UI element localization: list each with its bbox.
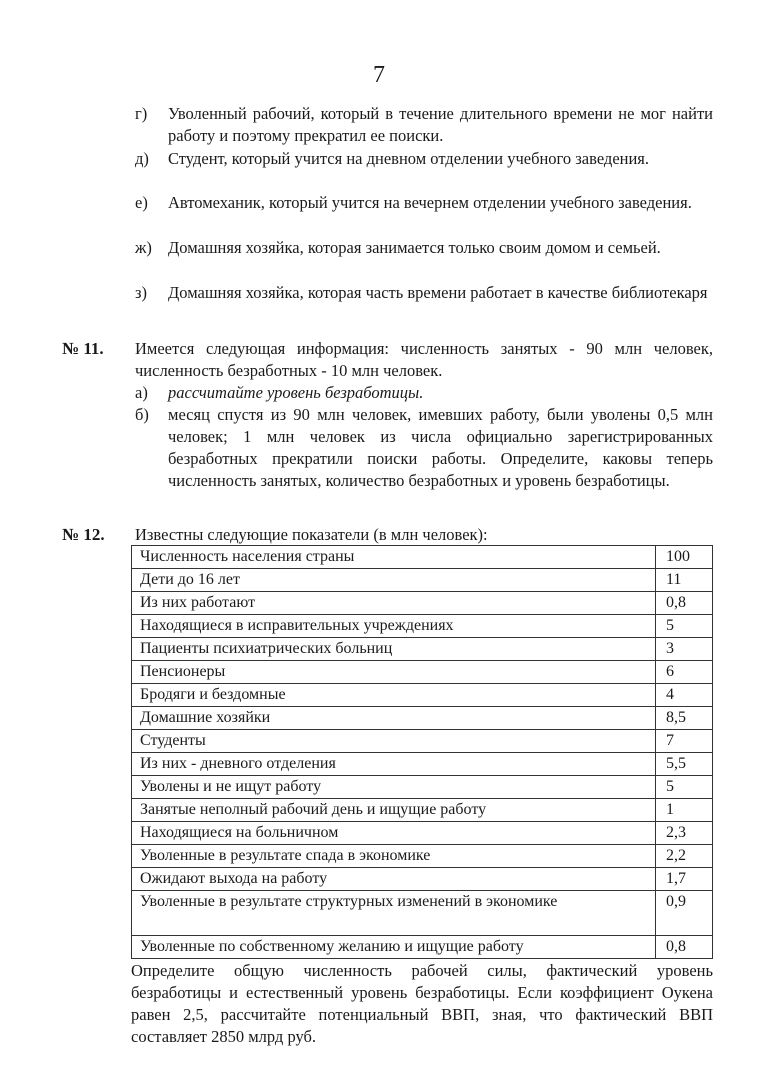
list-item-text: Автомеханик, который учится на вечернем отделении учебного заведения. bbox=[168, 193, 692, 212]
table-row bbox=[132, 845, 713, 868]
row-value: 3 bbox=[656, 638, 713, 661]
problem-12-conclusion: Определите общую численность рабочей силы, фактический уровень безработицы и естественный уровень безработицы. Если коэффициент Оукена равен 2,5, рассчитайте потенциальный ВВП, зная, что фактический ВВП составляет 2850 млрд руб. bbox=[131, 961, 713, 1046]
row-label: Из них - дневного отделения bbox=[132, 753, 656, 776]
list-item bbox=[135, 237, 713, 259]
table-row bbox=[132, 799, 713, 822]
page-number: 7 bbox=[373, 62, 385, 88]
table-row bbox=[132, 569, 713, 592]
table-row bbox=[132, 868, 713, 891]
table-row bbox=[132, 546, 713, 569]
row-label: Уволенные по собственному желанию и ищущие работу bbox=[132, 936, 656, 959]
indicators-table bbox=[131, 545, 713, 959]
row-value: 5,5 bbox=[656, 753, 713, 776]
table-row bbox=[132, 936, 713, 959]
row-label: Находящиеся на больничном bbox=[132, 822, 656, 845]
row-value: 5 bbox=[656, 615, 713, 638]
row-value: 0,9 bbox=[656, 891, 713, 936]
row-label: Находящиеся в исправительных учреждениях bbox=[132, 615, 656, 638]
list-item bbox=[135, 282, 713, 304]
row-label: Пациенты психиатрических больниц bbox=[132, 638, 656, 661]
problem-12-intro: Известны следующие показатели (в млн человек): bbox=[135, 525, 488, 544]
subitem-marker: а) bbox=[135, 383, 148, 402]
row-label: Пенсионеры bbox=[132, 661, 656, 684]
row-value: 0,8 bbox=[656, 592, 713, 615]
row-value: 8,5 bbox=[656, 707, 713, 730]
list-item-marker: ж) bbox=[135, 238, 152, 257]
list-item-marker: е) bbox=[135, 193, 148, 212]
subitem-text: рассчитайте уровень безработицы. bbox=[168, 383, 424, 402]
table-row bbox=[132, 638, 713, 661]
list-item bbox=[135, 103, 713, 147]
table-row bbox=[132, 661, 713, 684]
table-row bbox=[132, 592, 713, 615]
row-value: 4 bbox=[656, 684, 713, 707]
row-value: 5 bbox=[656, 776, 713, 799]
row-label: Уволены и не ищут работу bbox=[132, 776, 656, 799]
table-row bbox=[132, 891, 713, 936]
list-item-marker: з) bbox=[135, 283, 148, 302]
row-label: Домашние хозяйки bbox=[132, 707, 656, 730]
list-item-text: Студент, который учится на дневном отделении учебного заведения. bbox=[168, 149, 650, 168]
problem-12-number: № 12. bbox=[62, 525, 105, 544]
table-row bbox=[132, 730, 713, 753]
list-item-marker: г) bbox=[135, 104, 148, 123]
row-label: Ожидают выхода на работу bbox=[132, 868, 656, 891]
row-value: 7 bbox=[656, 730, 713, 753]
row-value: 1 bbox=[656, 799, 713, 822]
row-value: 0,8 bbox=[656, 936, 713, 959]
problem-11-subitem-a bbox=[135, 382, 713, 404]
row-label: Из них работают bbox=[132, 592, 656, 615]
row-label: Студенты bbox=[132, 730, 656, 753]
list-item bbox=[135, 192, 713, 214]
row-label: Бродяги и бездомные bbox=[132, 684, 656, 707]
table-row bbox=[132, 776, 713, 799]
row-label: Уволенные в результате структурных изменений в экономике bbox=[132, 891, 656, 936]
table-row bbox=[132, 753, 713, 776]
row-value: 6 bbox=[656, 661, 713, 684]
row-value: 1,7 bbox=[656, 868, 713, 891]
list-item-text: Домашняя хозяйка, которая часть времени работает в качестве библиотекаря bbox=[168, 283, 708, 302]
table-row bbox=[132, 707, 713, 730]
table-row bbox=[132, 822, 713, 845]
table-row bbox=[132, 615, 713, 638]
list-item bbox=[135, 148, 713, 170]
row-label: Численность населения страны bbox=[132, 546, 656, 569]
row-value: 11 bbox=[656, 569, 713, 592]
problem-11-text: Имеется следующая информация: численность занятых - 90 млн человек, численность безработных - 10 млн человек. bbox=[135, 339, 713, 380]
table-row bbox=[132, 684, 713, 707]
row-label: Дети до 16 лет bbox=[132, 569, 656, 592]
row-value: 100 bbox=[656, 546, 713, 569]
list-item-marker: д) bbox=[135, 149, 149, 168]
problem-11-number: № 11. bbox=[62, 339, 104, 358]
problem-11-subitem-b bbox=[135, 404, 713, 492]
row-value: 2,2 bbox=[656, 845, 713, 868]
row-label: Занятые неполный рабочий день и ищущие работу bbox=[132, 799, 656, 822]
subitem-marker: б) bbox=[135, 405, 149, 424]
list-item-text: Уволенный рабочий, который в течение длительного времени не мог найти работу и поэтому прекратил ее поиски. bbox=[168, 104, 713, 145]
list-item-text: Домашняя хозяйка, которая занимается только своим домом и семьей. bbox=[168, 238, 661, 257]
subitem-text: месяц спустя из 90 млн человек, имевших работу, были уволены 0,5 млн человек; 1 млн человек из числа официально зарегистрированных безработных прекратили поиски работы. Определите, каковы теперь численность занятых, количество безработных и уровень безработицы. bbox=[168, 405, 713, 490]
row-label: Уволенные в результате спада в экономике bbox=[132, 845, 656, 868]
row-value: 2,3 bbox=[656, 822, 713, 845]
